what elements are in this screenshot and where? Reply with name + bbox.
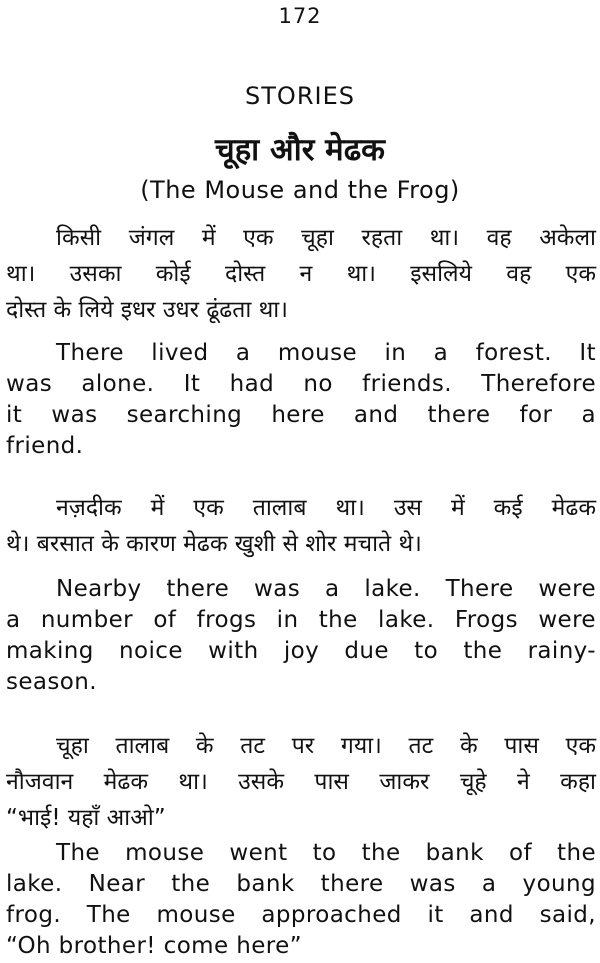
text-line: नज़दीक में एक तालाब था। उस में कई मेढक [56,495,596,521]
text-line: making noice with joy due to the rainy- [6,638,596,664]
paragraph-english-3 [6,838,596,962]
text-line: Nearby there was a lake. There were [56,576,596,602]
text-line: The mouse went to the bank of the [56,840,596,866]
text-line: चूहा तालाब के तट पर गया। तट के पास एक [56,733,596,759]
paragraph-hindi-1 [6,220,596,328]
text-line: it was searching here and there for a [6,402,596,428]
text-line: दोस्त के लिये इधर उधर ढूंढता था। [6,297,288,323]
text-line: lake. Near the bank there was a young [6,871,596,897]
section-heading: STORIES [245,82,355,110]
text-line: “भाई! यहाँ आओ” [6,805,166,831]
paragraph-hindi-2 [6,490,596,562]
text-line: नौजवान मेढक था। उसके पास जाकर चूहे ने कहा [6,769,596,795]
text-line: was alone. It had no friends. Therefore [6,371,596,397]
paragraph-hindi-3 [6,728,596,836]
text-line: There lived a mouse in a forest. It [56,340,596,366]
text-line: था। उसका कोई दोस्त न था। इसलिये वह एक [6,261,596,287]
story-title-hindi: चूहा और मेढक [215,132,385,168]
text-line: a number of frogs in the lake. Frogs were [6,607,596,633]
page-number: 172 [278,4,322,28]
text-line: season. [6,669,97,695]
text-line: friend. [6,433,84,459]
text-line: किसी जंगल में एक चूहा रहता था। वह अकेला [56,225,596,251]
text-line: frog. The mouse approached it and said, [6,902,596,928]
paragraph-english-1 [6,338,596,462]
paragraph-english-2 [6,574,596,698]
text-line: थे। बरसात के कारण मेढक खुशी से शोर मचाते थे। [6,531,422,557]
text-line: “Oh brother! come here” [6,933,302,959]
story-title-english: (The Mouse and the Frog) [140,176,460,204]
